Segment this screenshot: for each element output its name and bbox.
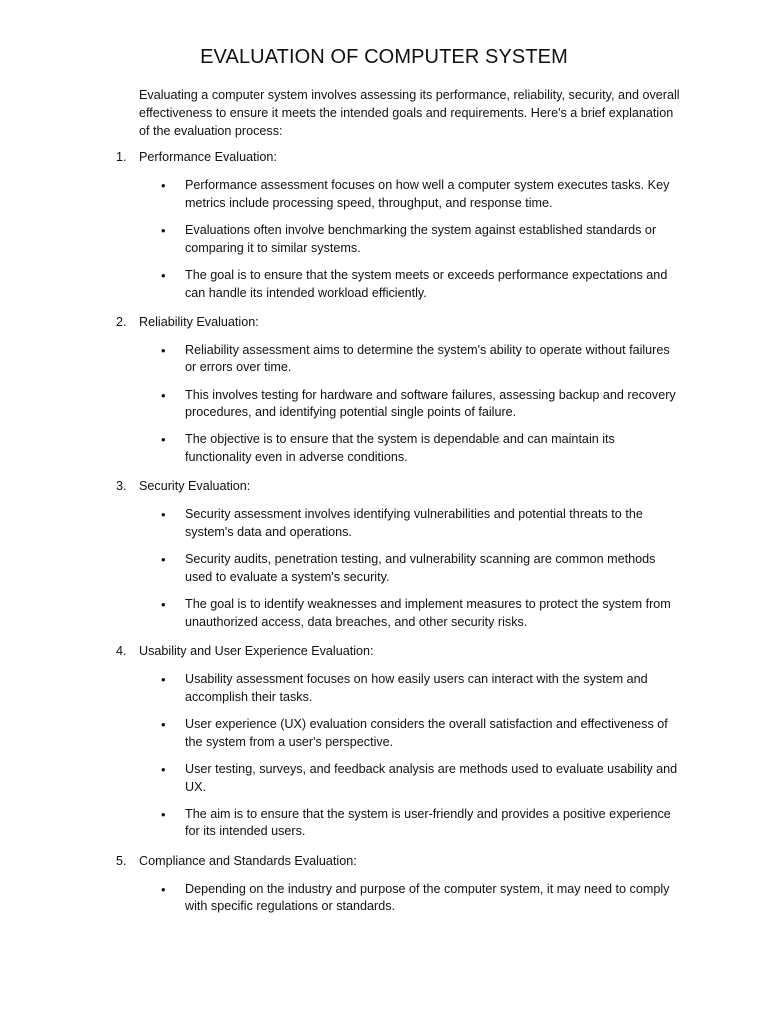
section-heading: Security Evaluation: <box>139 479 251 494</box>
bullet-marker-icon: • <box>161 267 166 283</box>
section-item <box>0 851 768 917</box>
bullet-item <box>0 671 683 707</box>
bullet-item <box>0 342 683 378</box>
section-heading-row <box>0 147 768 167</box>
section-number: 5. <box>116 853 127 868</box>
bullet-item <box>0 431 683 467</box>
bullet-item <box>0 387 683 423</box>
section-number: 1. <box>116 150 127 164</box>
bullet-marker-icon: • <box>161 552 166 568</box>
bullet-text: Reliability assessment aims to determine the system's ability to operate without failures or errors over time. <box>185 342 670 375</box>
section-item <box>0 312 768 467</box>
bullet-marker-icon: • <box>161 881 166 897</box>
bullet-list <box>0 332 768 467</box>
section-heading-row <box>0 851 768 871</box>
bullet-marker-icon: • <box>161 342 166 358</box>
bullet-text: Evaluations often involve benchmarking the system against established standards or comparing it to similar systems. <box>185 222 657 255</box>
bullet-marker-icon: • <box>161 387 166 403</box>
section-heading-row <box>0 312 768 332</box>
bullet-marker-icon: • <box>161 761 166 777</box>
section-heading: Compliance and Standards Evaluation: <box>139 853 357 868</box>
bullet-marker-icon: • <box>161 507 166 523</box>
section-item <box>0 476 768 631</box>
bullet-item <box>0 177 683 213</box>
bullet-list <box>0 871 768 917</box>
bullet-item <box>0 222 683 258</box>
bullet-text: The objective is to ensure that the system is dependable and can maintain its functionality even in adverse conditions. <box>185 432 615 465</box>
bullet-item <box>0 506 683 542</box>
document-title: EVALUATION OF COMPUTER SYSTEM <box>200 46 568 68</box>
section-heading-row <box>0 476 768 496</box>
bullet-marker-icon: • <box>161 672 166 688</box>
section-item <box>0 641 768 841</box>
bullet-text: Security assessment involves identifying vulnerabilities and potential threats to the system's data and operations. <box>185 507 643 540</box>
bullet-item <box>0 551 683 587</box>
bullet-item <box>0 596 683 632</box>
section-heading: Usability and User Experience Evaluation: <box>139 644 374 659</box>
bullet-item <box>0 716 683 752</box>
bullet-marker-icon: • <box>161 178 166 193</box>
section-number: 3. <box>116 479 127 494</box>
bullet-marker-icon: • <box>161 716 166 732</box>
bullet-marker-icon: • <box>161 432 166 448</box>
section-heading-row <box>0 641 768 661</box>
bullet-text: Security audits, penetration testing, and vulnerability scanning are common methods used to evaluate a system's security. <box>185 552 656 585</box>
bullet-item <box>0 761 683 797</box>
bullet-text: The aim is to ensure that the system is user-friendly and provides a positive experience for its intended users. <box>185 806 671 839</box>
bullet-list <box>0 661 768 841</box>
sections-list <box>0 147 768 925</box>
bullet-item <box>0 881 683 917</box>
bullet-item <box>0 267 683 303</box>
bullet-marker-icon: • <box>161 806 166 822</box>
section-heading: Performance Evaluation: <box>139 150 277 164</box>
bullet-marker-icon: • <box>161 597 166 613</box>
bullet-text: This involves testing for hardware and software failures, assessing backup and recovery procedures, and identifying potential single points of failure. <box>185 387 676 420</box>
bullet-text: User experience (UX) evaluation considers the overall satisfaction and effectiveness of the system from a user's perspective. <box>185 716 668 749</box>
section-item <box>0 147 768 302</box>
intro-paragraph: Evaluating a computer system involves assessing its performance, reliability, security, and overall effectiveness to ensure it meets the intended goals and requirements. Here's a brief explanation of the evaluation process: <box>139 88 680 139</box>
bullet-text: Depending on the industry and purpose of the computer system, it may need to comply with specific regulations or standards. <box>185 881 670 914</box>
bullet-text: Performance assessment focuses on how well a computer system executes tasks. Key metrics include processing speed, throughput, and response time. <box>185 178 670 210</box>
bullet-marker-icon: • <box>161 222 166 238</box>
bullet-text: The goal is to identify weaknesses and implement measures to protect the system from unauthorized access, data breaches, and other security risks. <box>185 597 671 629</box>
bullet-item <box>0 806 683 842</box>
bullet-list <box>0 496 768 631</box>
bullet-text: Usability assessment focuses on how easily users can interact with the system and accomplish their tasks. <box>185 672 648 704</box>
section-number: 2. <box>116 314 127 329</box>
section-number: 4. <box>116 644 127 659</box>
section-heading: Reliability Evaluation: <box>139 314 259 329</box>
bullet-text: User testing, surveys, and feedback analysis are methods used to evaluate usability and UX. <box>185 761 678 794</box>
bullet-text: The goal is to ensure that the system meets or exceeds performance expectations and can handle its intended workload efficiently. <box>185 267 668 300</box>
bullet-list <box>0 167 768 302</box>
